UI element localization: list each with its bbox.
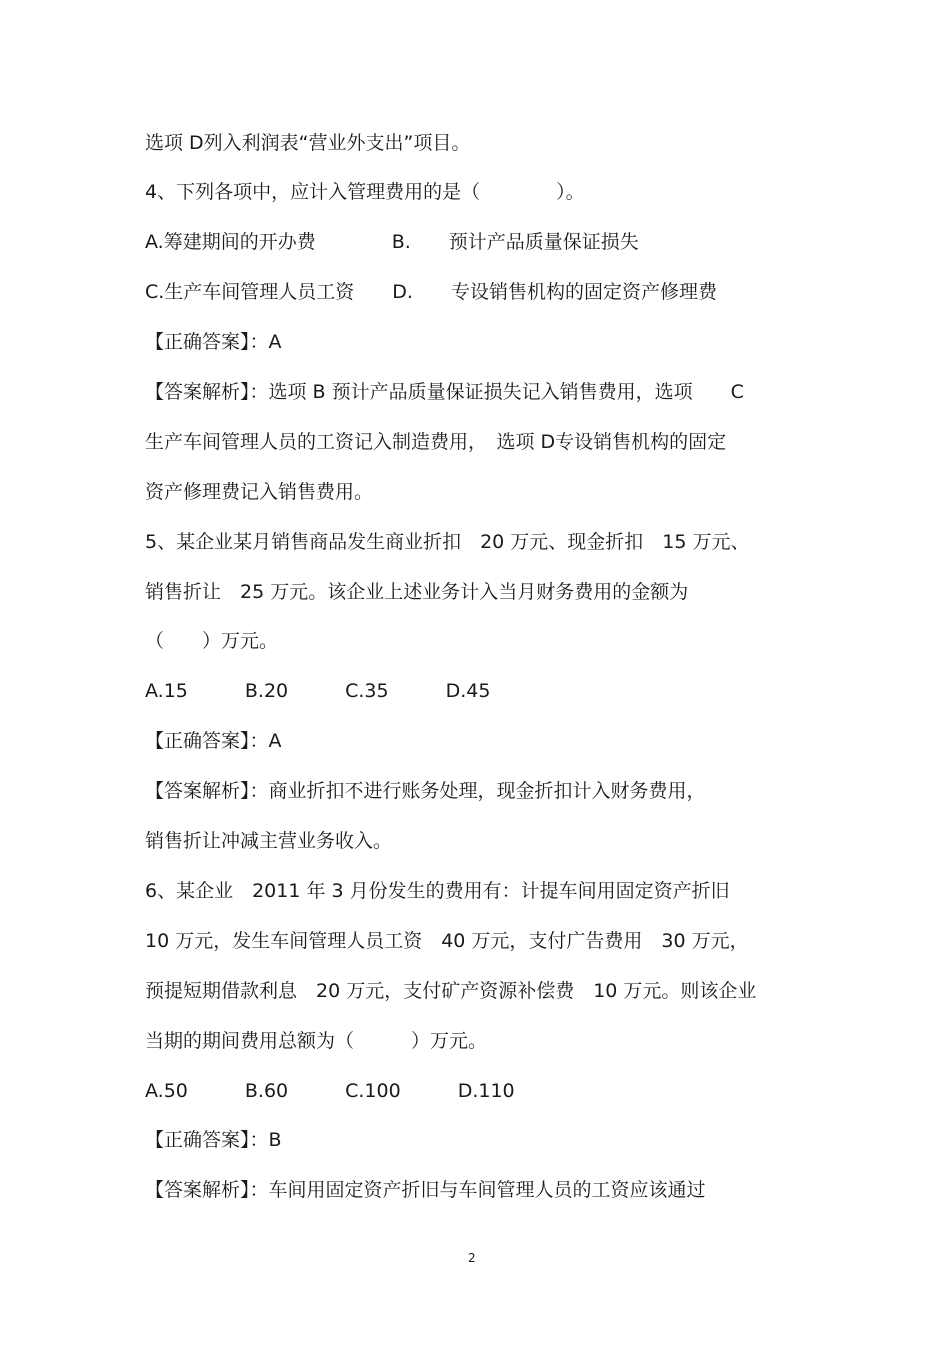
question-6-stem: 预提短期借款利息 20 万元，支付矿产资源补偿费 10 万元。则该企业 bbox=[145, 980, 757, 1002]
question-4-explanation: 生产车间管理人员的工资记入制造费用， 选项 D专设销售机构的固定 bbox=[145, 431, 727, 453]
question-5-options: A.15 B.20 C.35 D.45 bbox=[145, 680, 491, 702]
page-number: 2 bbox=[468, 1251, 476, 1265]
question-6-stem: 6、某企业 2011 年 3 月份发生的费用有：计提车间用固定资产折旧 bbox=[145, 880, 730, 902]
question-6-options: A.50 B.60 C.100 D.110 bbox=[145, 1080, 515, 1102]
question-5-stem: 5、某企业某月销售商品发生商业折扣 20 万元、现金折扣 15 万元、 bbox=[145, 531, 750, 553]
question-5-answer: 【正确答案】：A bbox=[145, 730, 282, 752]
question-5-stem: 销售折让 25 万元。该企业上述业务计入当月财务费用的金额为 bbox=[145, 581, 689, 603]
question-5-explanation: 【答案解析】：商业折扣不进行账务处理，现金折扣计入财务费用， bbox=[145, 780, 706, 802]
question-4-answer: 【正确答案】：A bbox=[145, 331, 282, 353]
question-4-explanation: 【答案解析】：选项 B 预计产品质量保证损失记入销售费用，选项 C bbox=[145, 381, 744, 403]
text-line: 选项 D列入利润表“营业外支出”项目。 bbox=[145, 132, 471, 154]
question-4-options-ab: A.筹建期间的开办费 B. 预计产品质量保证损失 bbox=[145, 231, 639, 253]
question-6-explanation: 【答案解析】：车间用固定资产折旧与车间管理人员的工资应该通过 bbox=[145, 1179, 706, 1201]
question-6-stem: 当期的期间费用总额为（ ）万元。 bbox=[145, 1030, 488, 1052]
question-6-answer: 【正确答案】：B bbox=[145, 1129, 282, 1151]
question-4-options-cd: C.生产车间管理人员工资 D. 专设销售机构的固定资产修理费 bbox=[145, 281, 717, 303]
question-5-explanation: 销售折让冲减主营业务收入。 bbox=[145, 830, 393, 852]
question-4-stem: 4、下列各项中，应计入管理费用的是（ ）。 bbox=[145, 181, 585, 203]
question-6-stem: 10 万元，发生车间管理人员工资 40 万元，支付广告费用 30 万元， bbox=[145, 930, 749, 952]
question-5-stem: （ ）万元。 bbox=[145, 630, 279, 652]
question-4-explanation: 资产修理费记入销售费用。 bbox=[145, 481, 374, 503]
